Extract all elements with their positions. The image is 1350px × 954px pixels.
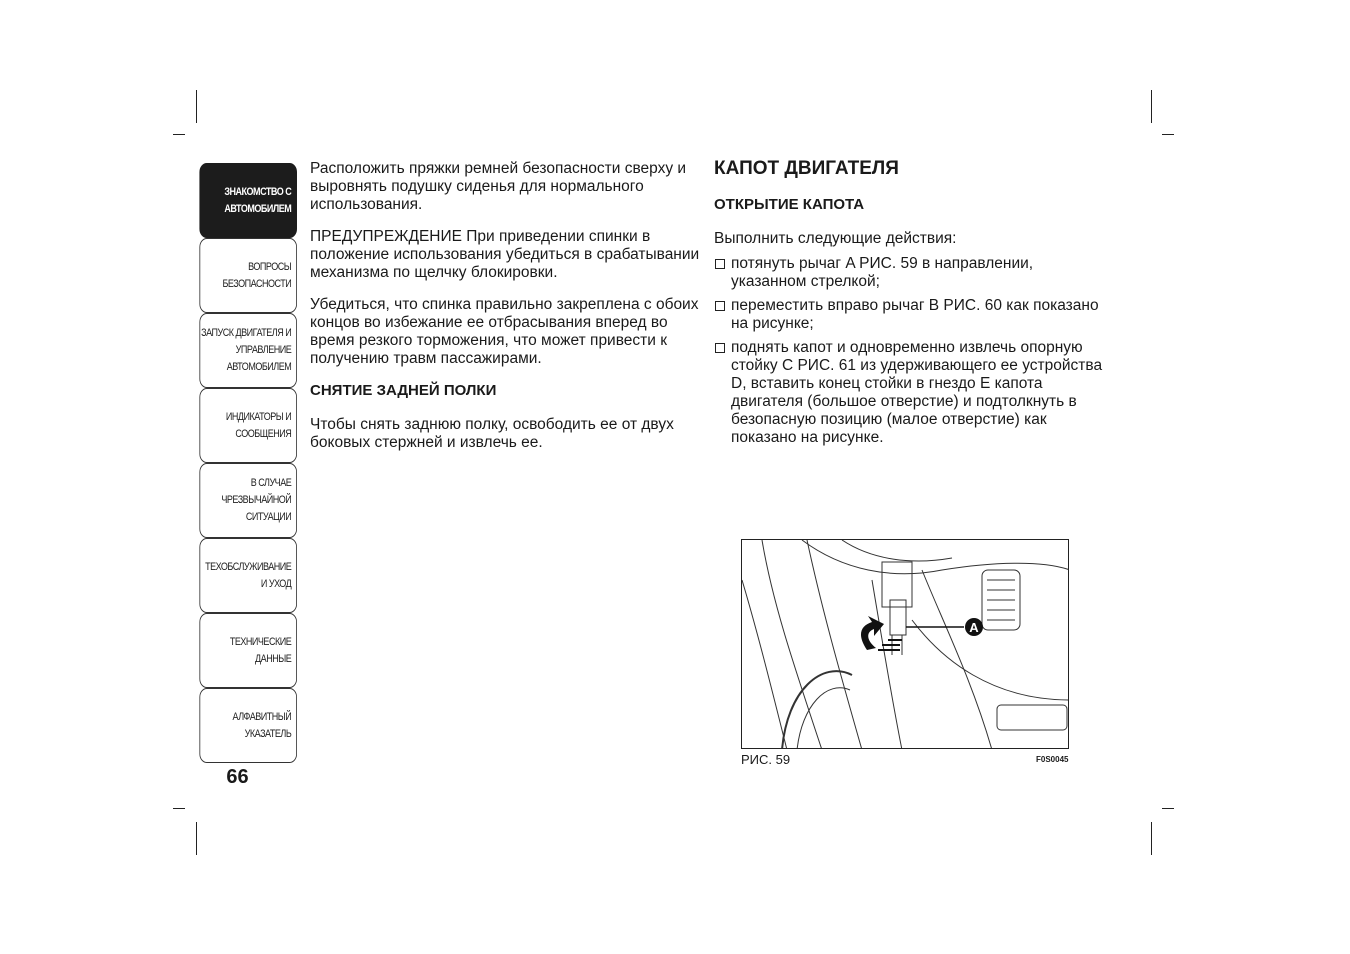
paragraph: Чтобы снять заднюю полку, освободить ее от двух боковых стержней и извлечь ее. — [310, 416, 674, 451]
tab-safety[interactable] — [199, 238, 297, 313]
crop-mark — [1151, 90, 1152, 123]
tab-emergency[interactable] — [199, 463, 297, 538]
right-text-column — [714, 160, 1104, 453]
tab-maintenance[interactable] — [199, 538, 297, 613]
list-item — [714, 339, 1104, 447]
tab-warning-lights[interactable] — [199, 388, 297, 463]
crop-mark — [1162, 134, 1174, 135]
warning-paragraph: ПРЕДУПРЕЖДЕНИЕ При приведении спинки в положение использования убедиться в срабатывании механизма по щелчку блокировки. — [310, 228, 700, 281]
tab-label: В СЛУЧАЕ ЧРЕЗВЫЧАЙНОЙ СИТУАЦИИ — [221, 477, 292, 523]
figure-hood-release-lever — [741, 539, 1069, 749]
chapter-tabs — [178, 163, 297, 763]
tab-label: ЗНАКОМСТВО С АВТОМОБИЛЕМ — [224, 185, 292, 215]
checkbox-bullet-icon — [715, 301, 725, 311]
tab-label: ИНДИКАТОРЫ И СООБЩЕНИЯ — [225, 410, 292, 440]
hood-lever-illustration — [742, 540, 1069, 749]
crop-mark — [173, 134, 185, 135]
tab-technical-data[interactable] — [199, 613, 297, 688]
figure-caption: РИС. 59 — [741, 752, 791, 767]
tab-label: ЗАПУСК ДВИГАТЕЛЯ И УПРАВЛЕНИЕ АВТОМОБИЛЕМ — [201, 327, 292, 373]
checkbox-bullet-icon — [715, 343, 725, 353]
paragraph: Расположить пряжки ремней безопасности сверху и выровнять подушку сиденья для нормального использования. — [310, 160, 687, 213]
tab-label: ТЕХОБСЛУЖИВАНИЕ И УХОД — [205, 560, 292, 590]
subsection-heading: ОТКРЫТИЕ КАПОТА — [714, 196, 865, 213]
step-text: переместить вправо рычаг B РИС. 60 как показано на рисунке; — [731, 297, 1099, 332]
tab-label: ВОПРОСЫ БЕЗОПАСНОСТИ — [222, 260, 292, 290]
crop-mark — [196, 822, 197, 855]
step-text: потянуть рычаг A РИС. 59 в направлении, указанном стрелкой; — [731, 255, 1034, 290]
checkbox-bullet-icon — [715, 259, 725, 269]
left-text-column — [310, 160, 700, 466]
tab-label: ТЕХНИЧЕСКИЕ ДАННЫЕ — [229, 635, 292, 665]
list-item — [714, 255, 1104, 291]
tab-getting-to-know[interactable] — [199, 163, 297, 238]
page-number: 66 — [226, 766, 249, 788]
tab-index[interactable] — [199, 688, 297, 763]
figure-code: F0S0045 — [1036, 755, 1069, 764]
list-item — [714, 297, 1104, 333]
intro-text: Выполнить следующие действия: — [714, 230, 957, 247]
crop-mark — [1162, 808, 1174, 809]
paragraph: Убедиться, что спинка правильно закреплена с обоих концов во избежание ее отбрасывания вперед во время резкого торможения, что может привести к получению травм пассажирами. — [310, 296, 699, 367]
steps-list — [714, 255, 1104, 447]
step-text: поднять капот и одновременно извлечь опорную стойку C РИС. 61 из удерживающего ее устройства D, вставить конец стойки в гнездо E капота двигателя (большое отверстие) и подтолкнуть в безопасную позицию (малое отверстие) как показано на рисунке. — [731, 339, 1103, 446]
crop-mark — [1151, 822, 1152, 855]
crop-mark — [196, 90, 197, 123]
tab-starting-driving[interactable] — [199, 313, 297, 388]
callout-label: A — [969, 620, 979, 635]
section-title: КАПОТ ДВИГАТЕЛЯ — [714, 158, 899, 179]
section-heading: СНЯТИЕ ЗАДНЕЙ ПОЛКИ — [310, 382, 497, 399]
tab-label: АЛФАВИТНЫЙ УКАЗАТЕЛЬ — [232, 710, 292, 740]
crop-mark — [173, 808, 185, 809]
